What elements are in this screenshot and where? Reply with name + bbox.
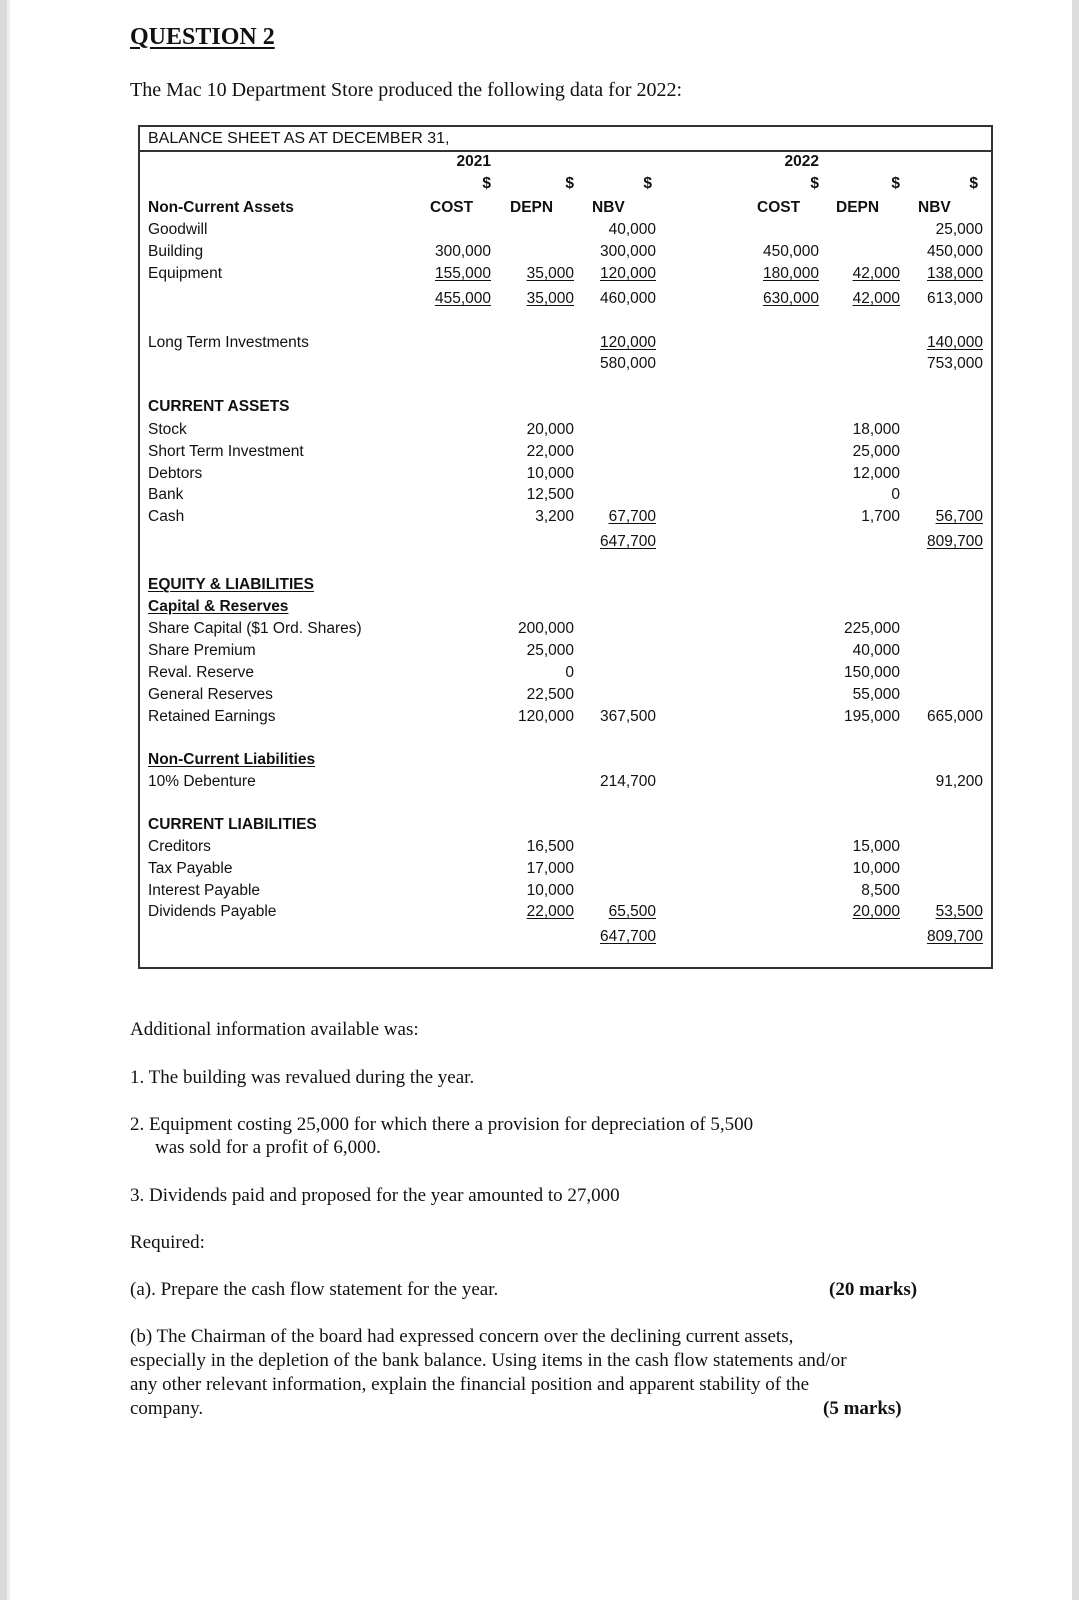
currency-2021-nbv: $ (643, 175, 652, 192)
total-eq-liab-2022: 809,700 (926, 928, 983, 945)
stock-2021: 20,000 (526, 421, 574, 438)
cl-total-2021: 65,500 (608, 903, 656, 920)
row-label: Goodwill (148, 221, 208, 238)
row-label: Retained Earnings (148, 708, 276, 725)
col-header-depn-2021: DEPN (510, 199, 554, 216)
debenture-2022: 91,200 (935, 773, 983, 790)
building-nbv-2021: 300,000 (599, 243, 656, 260)
non-current-assets-heading: Non-Current Assets (148, 199, 294, 216)
part-a-text: (a). Prepare the cash flow statement for the year. (130, 1279, 499, 1300)
total-assets-2022: 809,700 (926, 533, 983, 550)
balance-sheet-title: BALANCE SHEET AS AT DECEMBER 31, (148, 130, 450, 147)
nca-total-cost-2022: 630,000 (762, 290, 819, 307)
info-item-3: 3. Dividends paid and proposed for the year amounted to 27,000 (130, 1185, 620, 1206)
interest-payable-2022: 8,500 (861, 882, 900, 899)
row-label: Tax Payable (148, 860, 233, 877)
debtors-2022: 12,000 (852, 465, 900, 482)
row-label: Equipment (148, 265, 223, 282)
row-label: 10% Debenture (148, 773, 256, 790)
info-item-2: 2. Equipment costing 25,000 for which there a provision for depreciation of 5,500 (130, 1114, 754, 1135)
additional-info-heading: Additional information available was: (130, 1019, 419, 1040)
ca-total-2021: 67,700 (608, 508, 656, 525)
cl-total-2022: 53,500 (935, 903, 983, 920)
col-header-cost-2021: COST (430, 199, 474, 216)
dividends-payable-2022: 20,000 (852, 903, 900, 920)
stock-2022: 18,000 (852, 421, 900, 438)
required-heading: Required: (130, 1232, 205, 1253)
ca-total-2022: 56,700 (935, 508, 983, 525)
share-premium-2022: 40,000 (852, 642, 900, 659)
currency-2021-depn: $ (565, 175, 574, 192)
debenture-2021: 214,700 (599, 773, 656, 790)
row-label: Share Premium (148, 642, 256, 659)
nca-subtotal-2021: 580,000 (599, 355, 656, 372)
building-cost-2021: 300,000 (434, 243, 491, 260)
equity-total-2022: 665,000 (926, 708, 983, 725)
equipment-nbv-2022: 138,000 (926, 265, 983, 282)
currency-2021-cost: $ (482, 175, 491, 192)
retained-earnings-2021: 120,000 (517, 708, 574, 725)
row-label: Share Capital ($1 Ord. Shares) (148, 620, 362, 637)
tax-payable-2021: 17,000 (526, 860, 574, 877)
general-reserves-2022: 55,000 (852, 686, 900, 703)
currency-2022-nbv: $ (969, 175, 978, 192)
part-b-line-2: especially in the depletion of the bank balance. Using items in the cash flow statements and/or (130, 1350, 847, 1371)
building-cost-2022: 450,000 (762, 243, 819, 260)
sti-2022: 25,000 (852, 443, 900, 460)
equipment-cost-2022: 180,000 (762, 265, 819, 282)
nca-total-cost-2021: 455,000 (434, 290, 491, 307)
retained-earnings-2022: 195,000 (843, 708, 900, 725)
creditors-2022: 15,000 (852, 838, 900, 855)
row-label: Dividends Payable (148, 903, 277, 920)
row-label: General Reserves (148, 686, 273, 703)
long-term-investments-label: Long Term Investments (148, 334, 309, 351)
cash-2022: 1,700 (861, 508, 900, 525)
col-header-nbv-2021: NBV (592, 199, 625, 216)
goodwill-nbv-2022: 25,000 (935, 221, 983, 238)
share-premium-2021: 25,000 (526, 642, 574, 659)
nca-total-nbv-2021: 460,000 (599, 290, 656, 307)
nca-subtotal-2022: 753,000 (926, 355, 983, 372)
nca-total-nbv-2022: 613,000 (926, 290, 983, 307)
cash-2021: 3,200 (535, 508, 574, 525)
lti-2021: 120,000 (599, 334, 656, 351)
equipment-depn-2022: 42,000 (852, 265, 900, 282)
share-capital-2021: 200,000 (517, 620, 574, 637)
reval-reserve-2022: 150,000 (843, 664, 900, 681)
row-label: Stock (148, 421, 187, 438)
nca-total-depn-2022: 42,000 (852, 290, 900, 307)
bank-2022: 0 (891, 486, 900, 503)
sti-2021: 22,000 (526, 443, 574, 460)
row-label: Creditors (148, 838, 211, 855)
building-nbv-2022: 450,000 (926, 243, 983, 260)
currency-2022-depn: $ (891, 175, 900, 192)
share-capital-2022: 225,000 (843, 620, 900, 637)
interest-payable-2021: 10,000 (526, 882, 574, 899)
question-title: QUESTION 2 (130, 24, 275, 50)
total-eq-liab-2021: 647,700 (599, 928, 656, 945)
general-reserves-2021: 22,500 (526, 686, 574, 703)
row-label: Reval. Reserve (148, 664, 254, 681)
col-header-nbv-2022: NBV (918, 199, 951, 216)
row-label: Interest Payable (148, 882, 261, 899)
info-item-1: 1. The building was revalued during the year. (130, 1067, 475, 1088)
bank-2021: 12,500 (526, 486, 574, 503)
part-b-line-4: company. (130, 1398, 204, 1419)
dividends-payable-2021: 22,000 (526, 903, 574, 920)
capital-reserves-heading: Capital & Reserves (148, 598, 289, 615)
part-a-marks: (20 marks) (829, 1279, 918, 1300)
equity-total-2021: 367,500 (599, 708, 656, 725)
row-label: Building (148, 243, 204, 260)
debtors-2021: 10,000 (526, 465, 574, 482)
reval-reserve-2021: 0 (565, 664, 574, 681)
row-label: Short Term Investment (148, 443, 304, 460)
year-2022: 2022 (784, 153, 819, 170)
part-b-line-3: any other relevant information, explain the financial position and apparent stability of the (130, 1374, 810, 1395)
row-label: Bank (148, 486, 184, 503)
creditors-2021: 16,500 (526, 838, 574, 855)
non-current-liabilities-heading: Non-Current Liabilities (148, 751, 316, 768)
equipment-cost-2021: 155,000 (434, 265, 491, 282)
part-b-line-1: (b) The Chairman of the board had expressed concern over the declining current assets, (130, 1326, 794, 1347)
equipment-nbv-2021: 120,000 (599, 265, 656, 282)
tax-payable-2022: 10,000 (852, 860, 900, 877)
part-b-marks: (5 marks) (823, 1398, 902, 1419)
nca-total-depn-2021: 35,000 (526, 290, 574, 307)
row-label: Debtors (148, 465, 203, 482)
lti-2022: 140,000 (926, 334, 983, 351)
info-item-2-cont: was sold for a profit of 6,000. (155, 1137, 381, 1158)
goodwill-nbv-2021: 40,000 (608, 221, 656, 238)
equipment-depn-2021: 35,000 (526, 265, 574, 282)
current-assets-heading: CURRENT ASSETS (148, 398, 290, 415)
current-liabilities-heading: CURRENT LIABILITIES (148, 816, 317, 833)
total-assets-2021: 647,700 (599, 533, 656, 550)
currency-2022-cost: $ (810, 175, 819, 192)
row-label: Cash (148, 508, 185, 525)
equity-liabilities-heading: EQUITY & LIABILITIES (148, 576, 314, 593)
col-header-depn-2022: DEPN (836, 199, 880, 216)
year-2021: 2021 (456, 153, 491, 170)
col-header-cost-2022: COST (757, 199, 801, 216)
question-intro: The Mac 10 Department Store produced the following data for 2022: (130, 79, 683, 101)
